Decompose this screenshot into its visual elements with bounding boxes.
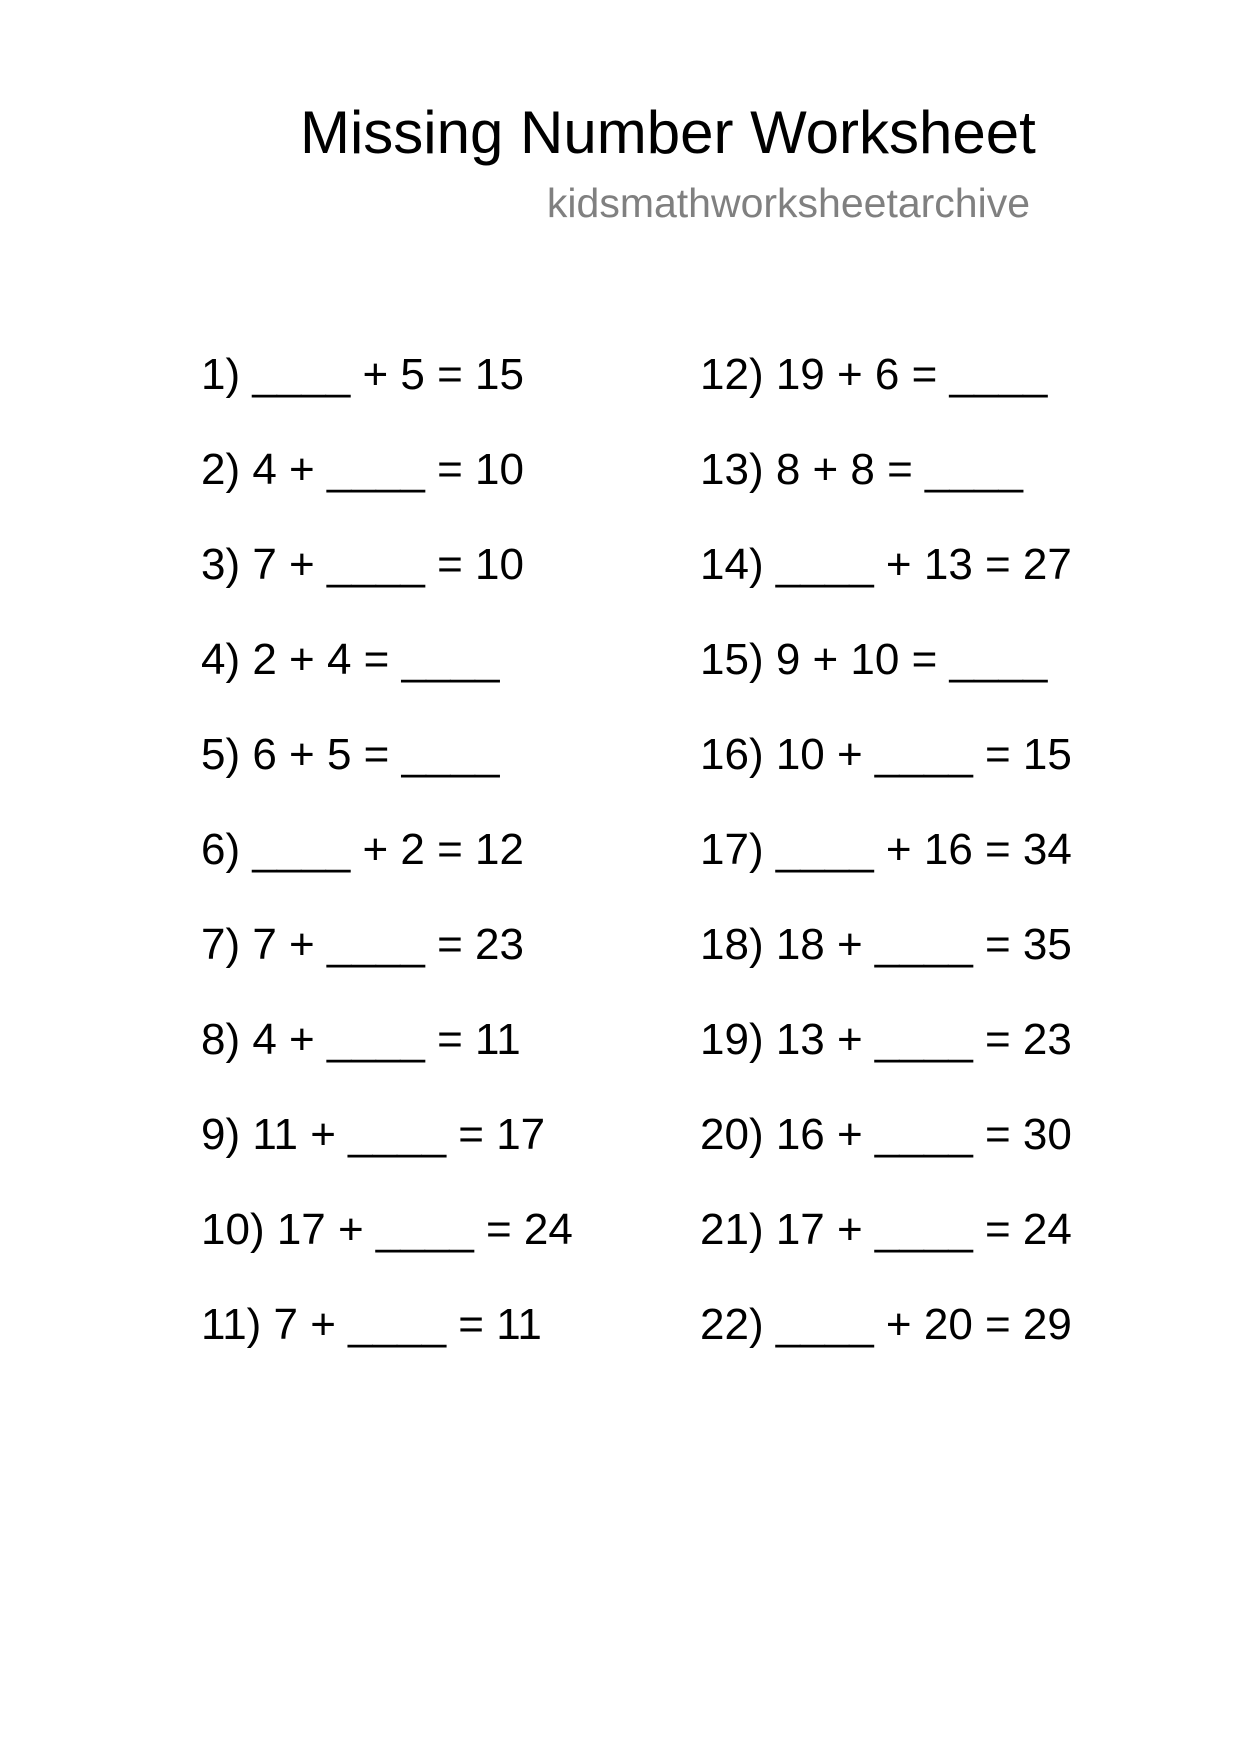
problem-item: 13) 8 + 8 = ____ (700, 445, 1023, 494)
worksheet-title: Missing Number Worksheet (300, 99, 1036, 166)
problem-item: 14) ____ + 13 = 27 (700, 540, 1072, 589)
problem-item: 12) 19 + 6 = ____ (700, 350, 1048, 399)
problems-right-column (700, 350, 1072, 1395)
problem-item: 19) 13 + ____ = 23 (700, 1015, 1072, 1064)
problem-item: 8) 4 + ____ = 11 (201, 1015, 521, 1064)
problem-item: 9) 11 + ____ = 17 (201, 1110, 546, 1159)
problem-item: 16) 10 + ____ = 15 (700, 730, 1072, 779)
problem-item: 20) 16 + ____ = 30 (700, 1110, 1072, 1159)
worksheet-source: kidsmathworksheetarchive (546, 180, 1030, 226)
problem-item: 4) 2 + 4 = ____ (201, 635, 500, 684)
problem-item: 1) ____ + 5 = 15 (201, 350, 524, 399)
problem-item: 11) 7 + ____ = 11 (201, 1300, 542, 1349)
problem-item: 6) ____ + 2 = 12 (201, 825, 524, 874)
problem-item: 15) 9 + 10 = ____ (700, 635, 1048, 684)
problem-item: 21) 17 + ____ = 24 (700, 1205, 1072, 1254)
problem-item: 17) ____ + 16 = 34 (700, 825, 1072, 874)
problem-item: 18) 18 + ____ = 35 (700, 920, 1072, 969)
problem-item: 7) 7 + ____ = 23 (201, 920, 524, 969)
problem-item: 10) 17 + ____ = 24 (201, 1205, 573, 1254)
problems-left-column (201, 350, 573, 1395)
problem-item: 5) 6 + 5 = ____ (201, 730, 500, 779)
problem-item: 3) 7 + ____ = 10 (201, 540, 524, 589)
problem-item: 22) ____ + 20 = 29 (700, 1300, 1072, 1349)
problem-item: 2) 4 + ____ = 10 (201, 445, 524, 494)
